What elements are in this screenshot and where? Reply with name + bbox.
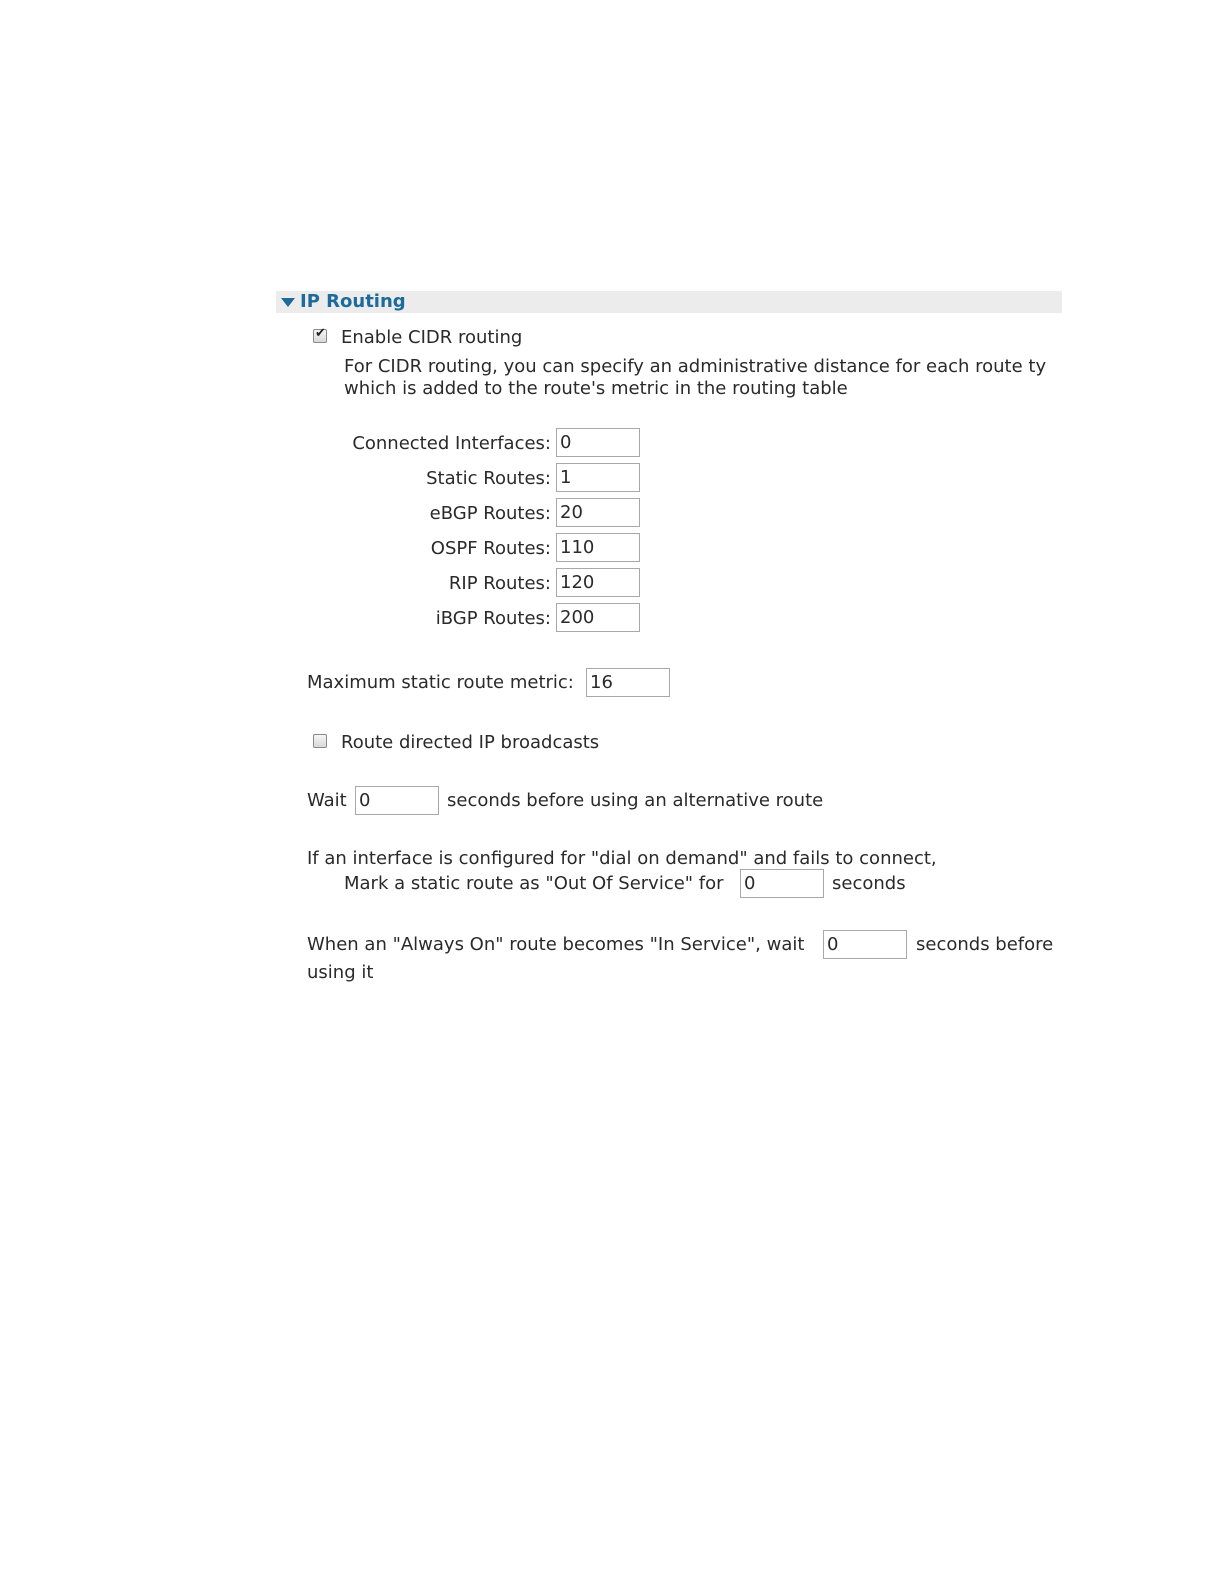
always-on-line2: using it (307, 962, 374, 983)
static-routes-label: Static Routes: (426, 468, 551, 489)
ospf-routes-label: OSPF Routes: (430, 538, 551, 559)
dial-on-demand-text: If an interface is configured for "dial on demand" and fails to connect, (307, 848, 937, 869)
cidr-description-line2: which is added to the route's metric in the routing table (344, 378, 848, 399)
cidr-description-line1: For CIDR routing, you can specify an administrative distance for each route ty (344, 356, 1047, 377)
enable-cidr-label: Enable CIDR routing (341, 327, 523, 348)
route-broadcasts-label: Route directed IP broadcasts (341, 732, 600, 753)
out-of-service-suffix: seconds (832, 873, 906, 894)
always-on-wait-input[interactable] (823, 930, 907, 959)
out-of-service-prefix: Mark a static route as "Out Of Service" for (344, 873, 724, 894)
route-broadcasts-checkbox[interactable] (313, 734, 327, 748)
rip-routes-input[interactable] (556, 568, 640, 597)
max-metric-input[interactable] (586, 668, 670, 697)
ibgp-routes-input[interactable] (556, 603, 640, 632)
connected-interfaces-input[interactable] (556, 428, 640, 457)
ibgp-routes-label: iBGP Routes: (435, 608, 551, 629)
section-header-ip-routing[interactable] (276, 291, 1062, 313)
connected-interfaces-label: Connected Interfaces: (352, 433, 551, 454)
always-on-suffix: seconds before (916, 934, 1054, 955)
checkmark-icon: ✔ (315, 326, 326, 341)
wait-prefix: Wait (307, 790, 347, 811)
ebgp-routes-input[interactable] (556, 498, 640, 527)
section-title: IP Routing (300, 291, 406, 312)
collapse-triangle-icon[interactable] (281, 298, 295, 307)
wait-suffix: seconds before using an alternative route (447, 790, 824, 811)
max-metric-label: Maximum static route metric: (307, 672, 574, 693)
ebgp-routes-label: eBGP Routes: (429, 503, 551, 524)
ospf-routes-input[interactable] (556, 533, 640, 562)
out-of-service-seconds-input[interactable] (740, 869, 824, 898)
wait-seconds-input[interactable] (355, 786, 439, 815)
always-on-prefix: When an "Always On" route becomes "In Service", wait (307, 934, 805, 955)
rip-routes-label: RIP Routes: (448, 573, 551, 594)
static-routes-input[interactable] (556, 463, 640, 492)
enable-cidr-checkbox[interactable] (313, 326, 327, 343)
